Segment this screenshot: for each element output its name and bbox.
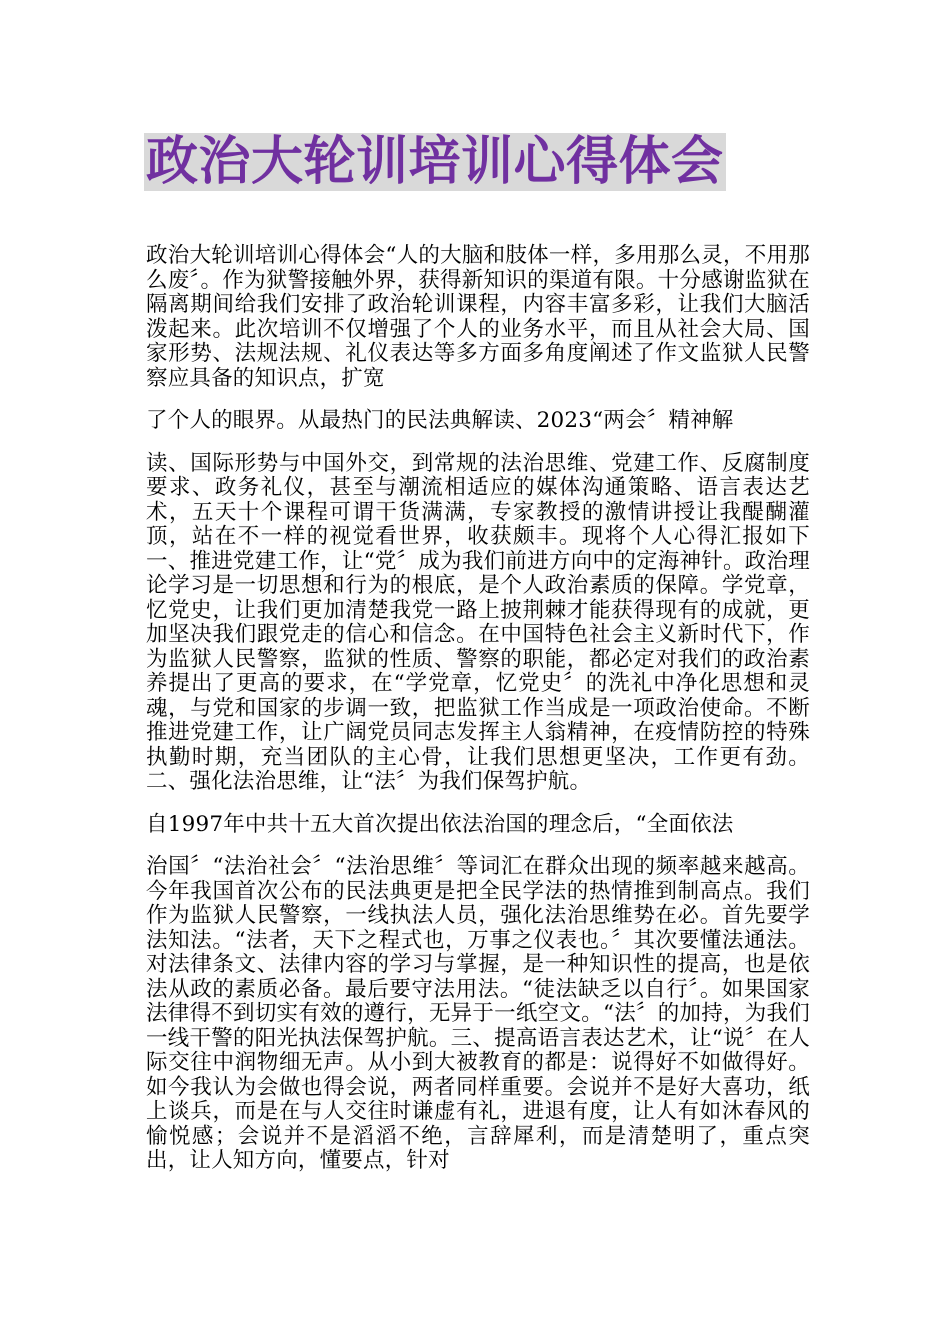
- document-body: [146, 244, 810, 1174]
- paragraph: 政治大轮训培训心得体会“人的大脑和肢体一样，多用那么灵，不用那么废〞。作为狱警接触外界，获得新知识的渠道有限。十分感谢监狱在隔离期间给我们安排了政治轮训课程，内容丰富多彩，让我们大脑活泼起来。此次培训不仅增强了个人的业务水平，而且从社会大局、国家形势、法规法规、礼仪表达等多方面多角度阐述了作文监狱人民警察应具备的知识点，扩宽: [146, 243, 810, 391]
- paragraph: 读、国际形势与中国外交，到常规的法治思维、党建工作、反腐制度要求、政务礼仪，甚至与潮流相适应的媒体沟通策略、语言表达艺术，五天十个课程可谓干货满满，专家教授的激情讲授让我醍醐灌顶，站在不一样的视觉看世界，收获颇丰。现将个人心得汇报如下一、推进党建工作，让“党〞成为我们前进方向中的定海神针。政治理论学习是一切思想和行为的根底，是个人政治素质的保障。学党章，忆党史，让我们更加清楚我党一路上披荆棘才能获得现有的成就，更加坚决我们跟党走的信心和信念。在中国特色社会主义新时代下，作为监狱人民警察，监狱的性质、警察的职能，都必定对我们的政治素养提出了更高的要求，在“学党章，忆党史〞的洗礼中净化思想和灵魂，与党和国家的步调一致，把监狱工作当成是一项政治使命。不断推进党建工作，让广阔党员同志发挥主人翁精神，在疫情防控的特殊执勤时期，充当团队的主心骨，让我们思想更坚决，工作更有劲。二、强化法治思维，让“法〞为我们保驾护航。: [146, 450, 810, 794]
- paragraph: 了个人的眼界。从最热门的民法典解读、2023“两会〞精神解: [146, 408, 734, 433]
- paragraph: 治国〞“法治社会〞“法治思维〞等词汇在群众出现的频率越来越高。今年我国首次公布的民法典更是把全民学法的热情推到制高点。我们作为监狱人民警察，一线执法人员，强化法治思维势在必。首先要学法知法。“法者，天下之程式也，万事之仪表也。〞其次要懂法通法。对法律条文、法律内容的学习与掌握，是一种知识性的提高，也是依法从政的素质必备。最后要守法用法。“徒法缺乏以自行〞。如果国家法律得不到切实有效的遵行，无异于一纸空文。“法〞的加持，为我们一线干警的阳光执法保驾护航。三、提高语言表达艺术，让“说〞在人际交往中润物细无声。从小到大被教育的都是：说得好不如做得好。如今我认为会做也得会说，两者同样重要。会说并不是好大喜功，纸上谈兵，而是在与人交往时谦虚有礼，进退有度，让人有如沐春风的愉悦感；会说并不是滔滔不绝，言辞犀利，而是清楚明了，重点突出，让人知方向，懂要点，针对: [146, 854, 810, 1173]
- document-title: 政治大轮训培训心得体会: [146, 132, 724, 192]
- paragraph: 自1997年中共十五大首次提出依法治国的理念后，“全面依法: [146, 811, 734, 837]
